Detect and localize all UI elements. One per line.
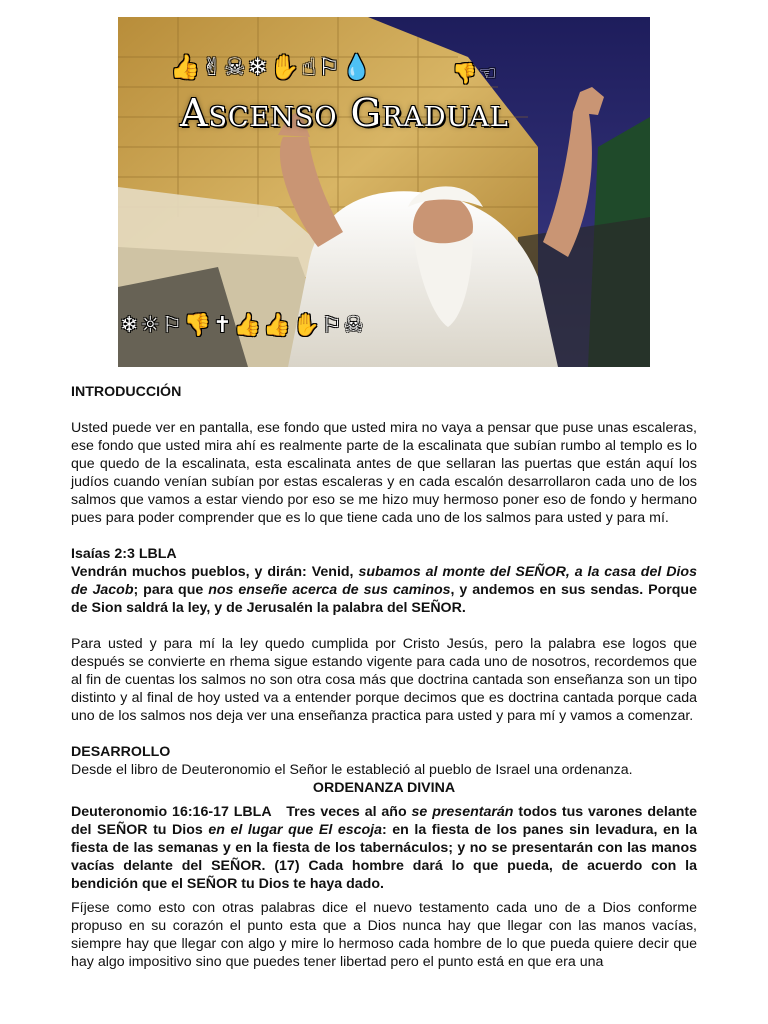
desarrollo-line: Desde el libro de Deuteronomio el Señor le estableció al pueblo de Israel una ordenanza. — [71, 762, 633, 778]
isaias-quote: Vendrán muchos pueblos, y dirán: Venid, subamos al monte del SEÑOR, a la casa del Dios de Jacob; para que nos enseñe acerca de sus caminos, y andemos en sus sendas. Porque de Sion saldrá la ley, y de Jerusalén la palabra del SEÑOR. — [71, 564, 697, 616]
intro-paragraph: Usted puede ver en pantalla, ese fondo que usted mira no vaya a pensar que puse unas escaleras, ese fondo que usted mira ahí es realmente parte de la escalinata que subían rumbo al templo es lo que quedo de la escalinata, esta escalinata antes de que sellaran las puertas que están aquí los judíos cuando venían subían por estas escaleras y en cada escalón desarrollaron cada uno de los salmos que vamos a estar viendo por eso se me hizo muy hermoso poner eso de fondo y hermano pues para poder comprender que es lo que tiene cada uno de los salmos para usted y para mí. — [71, 420, 697, 526]
isaias-reference: Isaías 2:3 LBLA — [71, 546, 177, 562]
desarrollo-heading: DESARROLLO — [71, 744, 171, 760]
ordenanza-subheading: ORDENANZA DIVINA — [312, 780, 456, 796]
commentary-paragraph-1: Para usted y para mí la ley quedo cumplida por Cristo Jesús, pero la palabra ese logos que después se convierte en rhema sigue estando vigente para cada uno de nosotros, recordemos que al fin de cuentas los salmos no son otra cosa más que doctrina cantada son enseñanza son un tipo distinto y al final de hoy usted va a entender porque decimos que es doctrina cantada porque cada uno de los salmos nos deja ver una enseñanza practica para usted y para mí y vamos a comenzar. — [71, 636, 697, 724]
document-body — [71, 383, 697, 971]
intro-heading: INTRODUCCIÓN — [71, 384, 182, 400]
commentary-paragraph-2: Fíjese como esto con otras palabras dice el nuevo testamento cada uno de a Dios conforme propuso en su corazón el punto esta que a Dios nunca hay que llegar con las manos vacías, siempre hay que llegar con algo y mire lo hermoso cada hombre de lo que pueda quiere decir que hay algo impositivo sino que puedes tener libertad pero el punto está en que era una — [71, 900, 697, 970]
banner-dingbats-top-right: 👎☜ — [452, 61, 499, 85]
banner-dingbats-bottom: ❄☼⚐👎✝👍👍✋⚐☠ — [120, 313, 366, 338]
banner-title: Ascenso Gradual — [180, 91, 509, 135]
deuteronomio-reference: Deuteronomio 16:16-17 LBLA — [71, 804, 272, 820]
deuteronomio-quote: Deuteronomio 16:16-17 LBLA Tres veces al año se presentarán todos tus varones delante del SEÑOR tu Dios en el lugar que El escoja: en la fiesta de los panes sin levadura, en la fiesta de las semanas y en la fiesta de los tabernáculos; y no se presentarán con las manos vacías delante del SEÑOR. (17) Cada hombre dará lo que pueda, de acuerdo con la bendición que el SEÑOR tu Dios te haya dado. — [71, 804, 698, 892]
banner-dingbats-top: 👍✌☠❄✋☝⚐💧 — [170, 53, 374, 81]
banner-image — [118, 17, 650, 367]
